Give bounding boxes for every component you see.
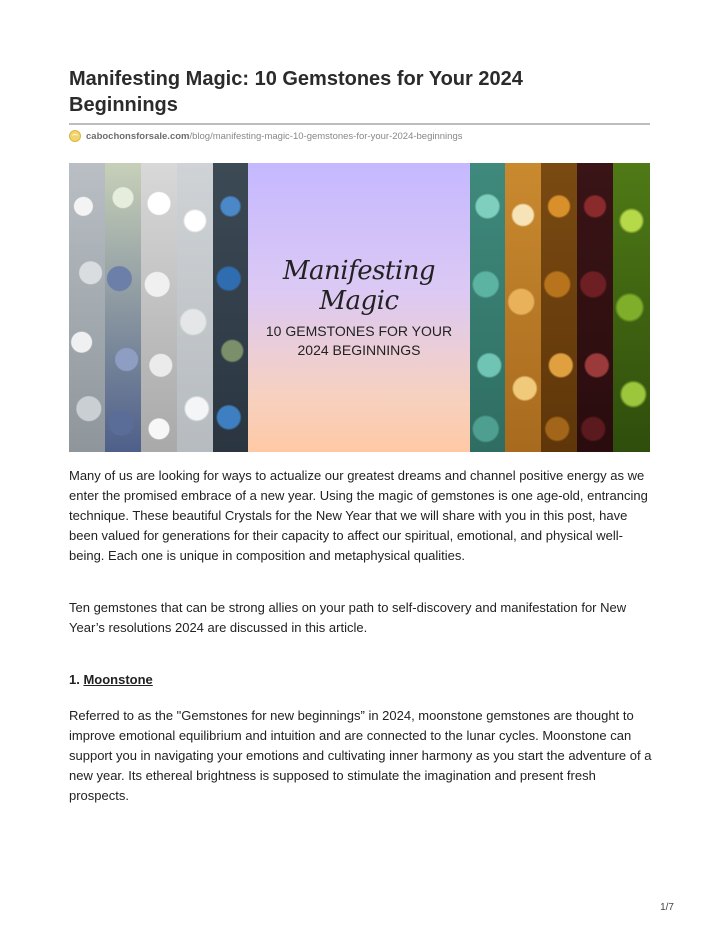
section-number: 1. bbox=[69, 672, 80, 687]
page-indicator: 1/7 bbox=[660, 902, 674, 913]
intro-paragraph: Many of us are looking for ways to actualize our greatest dreams and channel positive energy as we enter the promised embrace of a new year. Using the magic of gemstones is one age-old, entrancing technique. These beautiful Crystals for the New Year that we will share with you in this post, have been valued for generations for their capacity to affect our spiritual, emotional, and physical well-being. Each one is unique in composition and metaphysical qualities. bbox=[69, 468, 648, 563]
peridot-strip-image bbox=[613, 163, 650, 452]
hero-title-panel bbox=[248, 163, 469, 452]
hero-subtitle-line2: 2024 BEGINNINGS bbox=[297, 341, 421, 358]
labradorite-strip-image bbox=[213, 163, 249, 452]
page-title: Manifesting Magic: 10 Gemstones for Your 2024 Beginnings bbox=[69, 68, 523, 116]
moonstone-strip-image bbox=[69, 163, 105, 452]
citrine-strip-image bbox=[505, 163, 541, 452]
summary-paragraph: Ten gemstones that can be strong allies on your path to self-discovery and manifestation for New Year’s resolutions 2024 are discussed in this article. bbox=[69, 600, 627, 635]
amazonite-strip-image bbox=[470, 163, 506, 452]
source-path: /blog/manifesting-magic-10-gemstones-for-your-2024-beginnings bbox=[189, 130, 463, 142]
prehnite-strip-image bbox=[105, 163, 141, 452]
title-divider bbox=[69, 123, 650, 125]
hero-subtitle-line1: 10 GEMSTONES FOR YOUR bbox=[265, 322, 453, 339]
moonstone-link[interactable]: Moonstone bbox=[83, 672, 153, 687]
howlite-strip-image bbox=[141, 163, 177, 452]
source-url[interactable] bbox=[69, 129, 462, 143]
source-domain: cabochonsforsale.com bbox=[86, 130, 190, 142]
clear-quartz-strip-image bbox=[177, 163, 213, 452]
garnet-strip-image bbox=[577, 163, 613, 452]
hero-script-title: Manifesting Magic bbox=[282, 255, 436, 316]
moonstone-paragraph: Referred to as the "Gemstones for new beginnings” in 2024, moonstone gemstones are thought to improve emotional equilibrium and intuition and are connected to the lunar cycles. Moonstone can support you in navigating your emotions and cultivating inner harmony as you start the adventure of a new year. Its ethereal brightness is supposed to stimulate the imagination and present fresh prospects. bbox=[69, 708, 652, 803]
section-heading-moonstone bbox=[69, 672, 153, 687]
site-favicon-icon bbox=[69, 130, 81, 142]
tigers-eye-strip-image bbox=[541, 163, 577, 452]
hero-image bbox=[69, 163, 650, 452]
